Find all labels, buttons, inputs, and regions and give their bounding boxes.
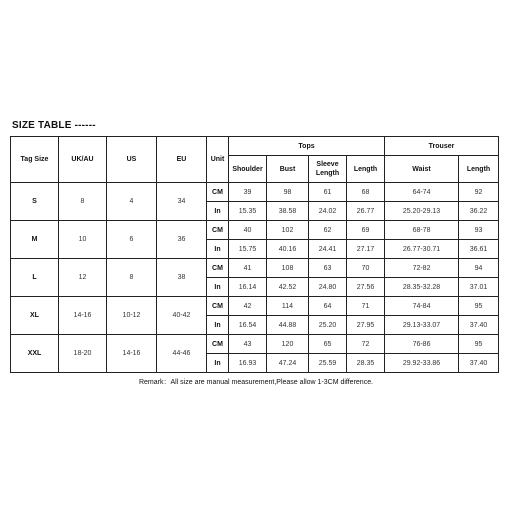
waist-cell: 29.92-33.86 — [385, 354, 459, 373]
table-row — [11, 335, 499, 354]
eu-cell: 36 — [157, 221, 207, 259]
unit-cell: CM — [207, 297, 229, 316]
tlength-cell: 37.40 — [459, 354, 499, 373]
sleeve-cell: 25.20 — [309, 316, 347, 335]
uk-au-cell: 18-20 — [59, 335, 107, 373]
header-bust: Bust — [267, 156, 309, 183]
header-trouser: Trouser — [385, 137, 499, 156]
header-waist: Waist — [385, 156, 459, 183]
sleeve-cell: 63 — [309, 259, 347, 278]
unit-cell: In — [207, 278, 229, 297]
waist-cell: 29.13-33.07 — [385, 316, 459, 335]
shoulder-cell: 39 — [229, 183, 267, 202]
tag-size-cell: XXL — [11, 335, 59, 373]
waist-cell: 72-82 — [385, 259, 459, 278]
length-cell: 71 — [347, 297, 385, 316]
bust-cell: 44.88 — [267, 316, 309, 335]
table-row — [11, 259, 499, 278]
header-length: Length — [347, 156, 385, 183]
tlength-cell: 95 — [459, 335, 499, 354]
header-trouser-length: Length — [459, 156, 499, 183]
tlength-cell: 36.22 — [459, 202, 499, 221]
uk-au-cell: 10 — [59, 221, 107, 259]
page-title: SIZE TABLE ------ — [12, 120, 96, 131]
length-cell: 72 — [347, 335, 385, 354]
length-cell: 68 — [347, 183, 385, 202]
us-cell: 14-16 — [107, 335, 157, 373]
remark-text: Remark：All size are manual measurement,Please allow 1-3CM difference. — [138, 379, 374, 386]
length-cell: 70 — [347, 259, 385, 278]
eu-cell: 40-42 — [157, 297, 207, 335]
eu-cell: 38 — [157, 259, 207, 297]
tlength-cell: 94 — [459, 259, 499, 278]
waist-cell: 26.77-30.71 — [385, 240, 459, 259]
waist-cell: 64-74 — [385, 183, 459, 202]
tlength-cell: 93 — [459, 221, 499, 240]
length-cell: 69 — [347, 221, 385, 240]
bust-cell: 38.58 — [267, 202, 309, 221]
table-row — [11, 297, 499, 316]
shoulder-cell: 42 — [229, 297, 267, 316]
bust-cell: 40.16 — [267, 240, 309, 259]
length-cell: 28.35 — [347, 354, 385, 373]
sleeve-cell: 62 — [309, 221, 347, 240]
eu-cell: 34 — [157, 183, 207, 221]
header-shoulder: Shoulder — [229, 156, 267, 183]
header-tops: Tops — [229, 137, 385, 156]
size-table — [10, 136, 499, 373]
bust-cell: 98 — [267, 183, 309, 202]
header-tag-size: Tag Size — [11, 137, 59, 183]
header-sleeve-length: Sleeve Length — [309, 156, 347, 183]
length-cell: 27.17 — [347, 240, 385, 259]
bust-cell: 47.24 — [267, 354, 309, 373]
tlength-cell: 95 — [459, 297, 499, 316]
shoulder-cell: 16.93 — [229, 354, 267, 373]
length-cell: 27.95 — [347, 316, 385, 335]
waist-cell: 76-86 — [385, 335, 459, 354]
tag-size-cell: L — [11, 259, 59, 297]
shoulder-cell: 15.75 — [229, 240, 267, 259]
sleeve-cell: 24.02 — [309, 202, 347, 221]
bust-cell: 108 — [267, 259, 309, 278]
unit-cell: CM — [207, 259, 229, 278]
header-eu: EU — [157, 137, 207, 183]
tlength-cell: 36.61 — [459, 240, 499, 259]
length-cell: 26.77 — [347, 202, 385, 221]
tag-size-cell: S — [11, 183, 59, 221]
sleeve-cell: 24.41 — [309, 240, 347, 259]
tlength-cell: 37.40 — [459, 316, 499, 335]
table-row — [11, 183, 499, 202]
sleeve-cell: 24.80 — [309, 278, 347, 297]
shoulder-cell: 40 — [229, 221, 267, 240]
us-cell: 4 — [107, 183, 157, 221]
uk-au-cell: 8 — [59, 183, 107, 221]
header-us: US — [107, 137, 157, 183]
table-row — [11, 221, 499, 240]
tlength-cell: 37.01 — [459, 278, 499, 297]
uk-au-cell: 14-16 — [59, 297, 107, 335]
us-cell: 10-12 — [107, 297, 157, 335]
tag-size-cell: XL — [11, 297, 59, 335]
waist-cell: 68-78 — [385, 221, 459, 240]
length-cell: 27.56 — [347, 278, 385, 297]
unit-cell: CM — [207, 183, 229, 202]
unit-cell: CM — [207, 221, 229, 240]
uk-au-cell: 12 — [59, 259, 107, 297]
shoulder-cell: 15.35 — [229, 202, 267, 221]
waist-cell: 28.35-32.28 — [385, 278, 459, 297]
sleeve-cell: 25.59 — [309, 354, 347, 373]
eu-cell: 44-46 — [157, 335, 207, 373]
header-unit: Unit — [207, 137, 229, 183]
waist-cell: 25.20-29.13 — [385, 202, 459, 221]
shoulder-cell: 41 — [229, 259, 267, 278]
bust-cell: 120 — [267, 335, 309, 354]
us-cell: 6 — [107, 221, 157, 259]
unit-cell: In — [207, 316, 229, 335]
unit-cell: In — [207, 240, 229, 259]
sleeve-cell: 64 — [309, 297, 347, 316]
size-table-body — [11, 183, 499, 373]
waist-cell: 74-84 — [385, 297, 459, 316]
shoulder-cell: 43 — [229, 335, 267, 354]
bust-cell: 42.52 — [267, 278, 309, 297]
tlength-cell: 92 — [459, 183, 499, 202]
unit-cell: In — [207, 202, 229, 221]
sleeve-cell: 61 — [309, 183, 347, 202]
shoulder-cell: 16.14 — [229, 278, 267, 297]
shoulder-cell: 16.54 — [229, 316, 267, 335]
tag-size-cell: M — [11, 221, 59, 259]
unit-cell: In — [207, 354, 229, 373]
bust-cell: 114 — [267, 297, 309, 316]
bust-cell: 102 — [267, 221, 309, 240]
sleeve-cell: 65 — [309, 335, 347, 354]
unit-cell: CM — [207, 335, 229, 354]
header-uk-au: UK/AU — [59, 137, 107, 183]
us-cell: 8 — [107, 259, 157, 297]
